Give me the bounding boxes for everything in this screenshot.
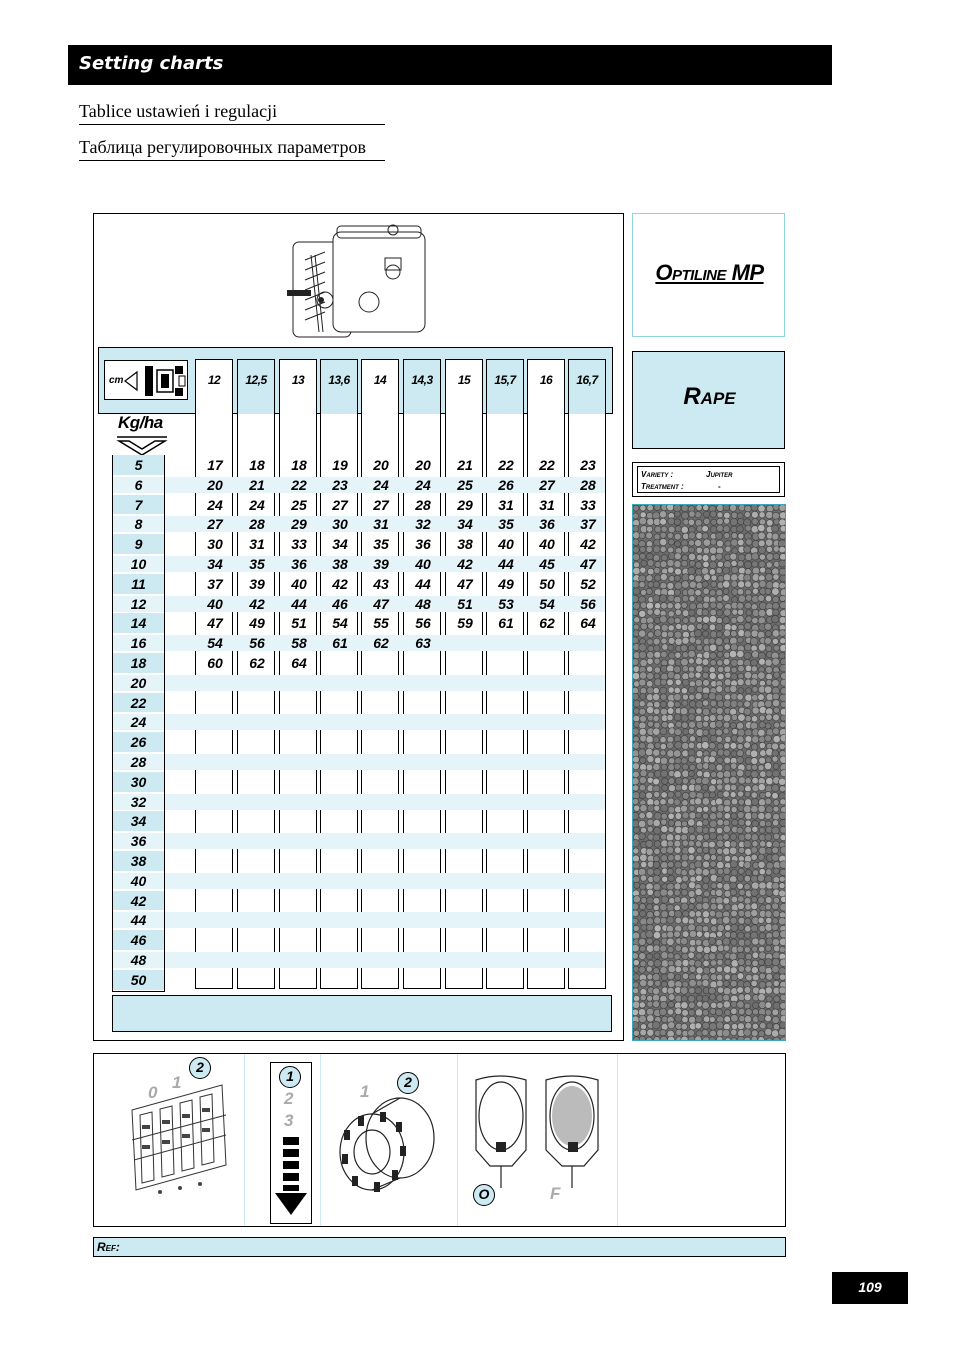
table-cell: 54 xyxy=(207,635,223,652)
rate-cell: 30 xyxy=(112,772,165,792)
shutter-open-label: O xyxy=(473,1184,495,1206)
column-header: 13 xyxy=(291,373,305,387)
table-cell: 21 xyxy=(249,476,265,493)
variety-inner xyxy=(637,466,780,493)
position-1-label: 1 xyxy=(172,1073,182,1092)
table-cell: 34 xyxy=(457,516,473,533)
row-stripe xyxy=(112,754,605,770)
table-cell: 56 xyxy=(249,635,265,652)
seed-drill-gearbox-illustration xyxy=(285,220,435,345)
divider xyxy=(244,1054,245,1226)
table-cell: 28 xyxy=(415,496,431,513)
rate-cell: 18 xyxy=(112,653,165,673)
rate-cell: 6 xyxy=(134,476,143,493)
reference-bar xyxy=(93,1237,786,1257)
rate-cell: 38 xyxy=(112,851,165,871)
table-cell: 33 xyxy=(580,496,596,513)
divider xyxy=(457,1054,458,1226)
table-cell: 54 xyxy=(332,615,348,632)
table-cell: 39 xyxy=(249,575,265,592)
table-cell: 23 xyxy=(580,457,596,473)
table-cell: 22 xyxy=(539,457,555,473)
ref-label: Ref: xyxy=(97,1240,120,1254)
table-footer-band xyxy=(112,995,612,1032)
rate-cell: 11 xyxy=(112,574,165,594)
shutter-closed-label: F xyxy=(550,1184,561,1203)
table-cell: 22 xyxy=(291,476,307,493)
table-cell: 20 xyxy=(207,476,223,493)
treatment-label: Treatment : xyxy=(641,482,684,491)
table-cell: 36 xyxy=(415,536,431,553)
page-title: Setting charts xyxy=(79,53,224,74)
crop-name-box xyxy=(632,351,785,449)
row-stripe xyxy=(112,675,605,691)
row-stripe xyxy=(112,833,605,849)
row-stripe xyxy=(112,714,605,730)
seed-texture xyxy=(633,505,786,1041)
table-cell: 58 xyxy=(291,635,307,652)
column-header: 16,7 xyxy=(569,360,605,414)
table-cell: 47 xyxy=(457,575,473,592)
column-header: 12,5 xyxy=(238,360,274,414)
table-cell: 64 xyxy=(580,615,596,632)
table-cell: 24 xyxy=(207,496,223,513)
tractor-icon xyxy=(123,364,187,398)
table-cell: 42 xyxy=(249,595,265,612)
table-cell: 19 xyxy=(332,457,348,473)
table-cell: 20 xyxy=(373,457,389,473)
column-header: 14 xyxy=(373,373,387,387)
table-cell: 31 xyxy=(373,516,389,533)
rate-cell: 12 xyxy=(130,595,147,612)
table-cell: 35 xyxy=(498,516,514,533)
rate-cell: 20 xyxy=(130,674,147,691)
step-number-1: 1 xyxy=(279,1066,301,1088)
rate-cell: 7 xyxy=(112,495,165,515)
table-cell: 64 xyxy=(291,655,307,671)
rate-cell: 26 xyxy=(112,732,165,752)
rate-cell: 22 xyxy=(112,693,165,713)
machine-name: Optiline MP xyxy=(655,260,764,285)
table-cell: 40 xyxy=(291,575,307,592)
subtitle-polish: Tablice ustawień i regulacji xyxy=(79,101,385,125)
table-cell: 36 xyxy=(291,556,307,572)
row-stripe xyxy=(112,952,605,968)
table-cell: 25 xyxy=(457,476,473,493)
table-cell: 31 xyxy=(539,496,555,513)
row-stripe xyxy=(112,873,605,889)
table-cell: 27 xyxy=(207,516,223,533)
column-header: 13,6 xyxy=(321,360,357,414)
table-cell: 34 xyxy=(207,556,223,572)
table-cell: 30 xyxy=(332,516,348,533)
table-cell: 34 xyxy=(332,536,348,553)
table-cell: 42 xyxy=(580,536,596,553)
table-cell: 42 xyxy=(332,575,348,592)
table-cell: 23 xyxy=(332,476,348,493)
table-cell: 21 xyxy=(457,457,473,473)
position-2-label: 2 xyxy=(284,1089,294,1108)
rate-cell: 24 xyxy=(130,714,147,731)
column-header: 14,3 xyxy=(404,360,440,414)
rate-cell: 44 xyxy=(130,912,147,929)
position-0-label: 0 xyxy=(148,1083,158,1102)
table-cell: 43 xyxy=(373,575,389,592)
table-cell: 51 xyxy=(457,595,473,612)
table-cell: 40 xyxy=(539,536,555,553)
table-cell: 24 xyxy=(373,476,389,493)
table-cell: 40 xyxy=(207,595,223,612)
table-cell: 47 xyxy=(580,556,596,572)
machine-name-box xyxy=(632,213,785,337)
arrow-down-icon xyxy=(273,1137,309,1219)
table-cell: 27 xyxy=(539,476,555,493)
rate-cell: 28 xyxy=(130,754,147,770)
table-cell: 51 xyxy=(291,615,307,632)
table-cell: 35 xyxy=(249,556,265,572)
table-cell: 60 xyxy=(207,655,223,671)
table-cell: 61 xyxy=(498,615,514,632)
table-cell: 45 xyxy=(539,556,555,572)
shutter-illustration xyxy=(468,1070,608,1190)
rate-cell: 42 xyxy=(112,891,165,911)
row-stripe xyxy=(112,912,605,928)
header-bar xyxy=(68,45,832,85)
step-number-2: 2 xyxy=(397,1072,419,1094)
rate-cell: 9 xyxy=(112,534,165,554)
step-number-2: 2 xyxy=(189,1057,211,1079)
treatment-value: - xyxy=(718,482,721,491)
table-cell: 52 xyxy=(580,575,596,592)
table-cell: 47 xyxy=(373,595,389,612)
table-cell: 56 xyxy=(415,615,431,632)
rate-cell: 10 xyxy=(130,556,147,572)
table-cell: 38 xyxy=(332,556,348,572)
table-cell: 44 xyxy=(498,556,514,572)
rate-cell: 48 xyxy=(130,952,147,968)
table-cell: 54 xyxy=(539,595,555,612)
subtitle-russian: Таблица регулировочных параметров xyxy=(79,137,385,161)
cm-indicator xyxy=(104,360,188,400)
column-header: 15,7 xyxy=(487,360,523,414)
table-cell: 20 xyxy=(415,457,431,473)
variety-box xyxy=(632,462,785,497)
crop-name: Rape xyxy=(683,383,736,410)
table-cell: 26 xyxy=(498,476,514,493)
table-cell: 63 xyxy=(415,635,431,652)
column-header: 15 xyxy=(457,373,471,387)
table-cell: 62 xyxy=(539,615,555,632)
position-1-label: 1 xyxy=(360,1082,370,1101)
table-cell: 31 xyxy=(498,496,514,513)
rate-cell: 46 xyxy=(112,930,165,950)
table-cell: 37 xyxy=(580,516,596,533)
table-cell: 42 xyxy=(457,556,473,572)
table-cell: 30 xyxy=(207,536,223,553)
table-cell: 49 xyxy=(498,575,514,592)
rate-cell: 5 xyxy=(112,455,165,475)
table-cell: 61 xyxy=(332,635,348,652)
table-cell: 53 xyxy=(498,595,514,612)
table-cell: 55 xyxy=(373,615,389,632)
table-cell: 29 xyxy=(291,516,307,533)
divider xyxy=(320,1054,321,1226)
table-cell: 62 xyxy=(373,635,389,652)
table-cell: 62 xyxy=(249,655,265,671)
column-header: 16 xyxy=(539,373,553,387)
table-cell: 27 xyxy=(373,496,389,513)
table-cell: 44 xyxy=(415,575,431,592)
table-cell: 24 xyxy=(249,496,265,513)
kgha-label: Kg/ha xyxy=(118,413,163,432)
table-cell: 35 xyxy=(373,536,389,553)
position-3-label: 3 xyxy=(284,1111,294,1130)
table-cell: 17 xyxy=(207,457,223,473)
table-cell: 47 xyxy=(207,615,223,632)
rate-column xyxy=(112,455,165,992)
table-cell: 28 xyxy=(249,516,265,533)
table-cell: 27 xyxy=(332,496,348,513)
table-cell: 32 xyxy=(415,516,431,533)
table-cell: 48 xyxy=(415,595,431,612)
table-cell: 44 xyxy=(291,595,307,612)
arrow-down-icon xyxy=(115,433,169,457)
table-cell: 28 xyxy=(580,476,596,493)
rate-cell: 50 xyxy=(112,970,165,990)
table-cell: 18 xyxy=(291,457,307,473)
cm-label: cm xyxy=(109,375,124,386)
column-header: 12 xyxy=(207,373,221,387)
table-cell: 39 xyxy=(373,556,389,572)
table-cell: 40 xyxy=(415,556,431,572)
rate-cell: 40 xyxy=(130,872,147,889)
table-cell: 18 xyxy=(249,457,265,473)
table-cell: 56 xyxy=(580,595,596,612)
rate-cell: 36 xyxy=(130,833,147,850)
rate-cell: 8 xyxy=(134,516,143,533)
rate-cell: 16 xyxy=(130,635,147,652)
table-cell: 25 xyxy=(291,496,307,513)
metering-wheel-illustration xyxy=(330,1090,440,1200)
page-number-box xyxy=(832,1272,908,1304)
table-cell: 59 xyxy=(457,615,473,632)
table-cell: 33 xyxy=(291,536,307,553)
table-cell: 38 xyxy=(457,536,473,553)
table-cell: 49 xyxy=(249,615,265,632)
variety-value: Jupiter xyxy=(706,470,733,479)
table-cell: 50 xyxy=(539,575,555,592)
row-stripe xyxy=(112,794,605,810)
divider xyxy=(617,1054,618,1226)
table-cell: 24 xyxy=(415,476,431,493)
rate-cell: 32 xyxy=(130,793,147,810)
rape-seed-photo xyxy=(632,504,786,1041)
table-cell: 37 xyxy=(207,575,223,592)
table-cell: 31 xyxy=(249,536,265,553)
page-number: 109 xyxy=(858,1279,882,1295)
rate-cell: 34 xyxy=(112,811,165,831)
table-cell: 36 xyxy=(539,516,555,533)
table-cell: 22 xyxy=(498,457,514,473)
variety-label: Variety : xyxy=(641,470,674,479)
table-cell: 46 xyxy=(332,595,348,612)
rate-cell: 14 xyxy=(112,613,165,633)
table-cell: 29 xyxy=(457,496,473,513)
table-cell: 40 xyxy=(498,536,514,553)
